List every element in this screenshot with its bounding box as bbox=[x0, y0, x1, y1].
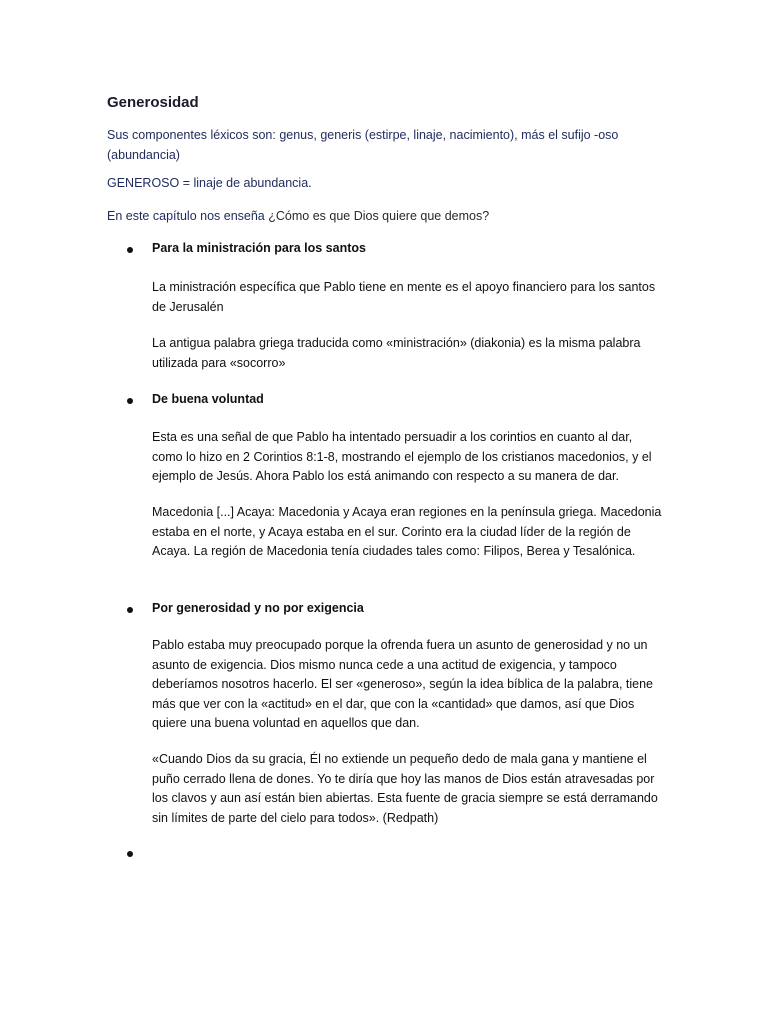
bullet-icon bbox=[127, 851, 133, 857]
question-lead: En este capítulo nos enseña bbox=[107, 209, 265, 223]
question-text: ¿Cómo es que Dios quiere que demos? bbox=[264, 209, 490, 223]
bullet-icon bbox=[127, 607, 133, 613]
section-heading: Para la ministración para los santos bbox=[152, 241, 366, 255]
section-paragraph: La ministración específica que Pablo tiene en mente es el apoyo financiero para los santos de Jerusalén bbox=[152, 280, 656, 314]
bullet-icon bbox=[127, 398, 133, 404]
section-heading: Por generosidad y no por exigencia bbox=[152, 601, 364, 615]
definition: GENEROSO = linaje de abundancia. bbox=[107, 176, 312, 190]
section-paragraph: La antigua palabra griega traducida como «ministración» (diakonia) es la misma palabra utilizada para «socorro» bbox=[152, 336, 641, 370]
lexical-components: Sus componentes léxicos son: genus, generis (estirpe, linaje, nacimiento), más el sufijo -oso (abundancia) bbox=[107, 128, 619, 162]
section-paragraph: Macedonia [...] Acaya: Macedonia y Acaya eran regiones en la península griega. Macedonia estaba en el norte, y Acaya estaba en el sur. Corinto era la ciudad líder de la región de Acaya. La región de Macedonia tenía ciudades tales como: Filipos, Berea y Tesalónica. bbox=[152, 505, 662, 558]
section-paragraph: Esta es una señal de que Pablo ha intentado persuadir a los corintios en cuanto al dar, como lo hizo en 2 Corintios 8:1-8, mostrando el ejemplo de los cristianos macedonios, y el ejemplo de Jesús. Ahora Pablo los está animando con respecto a su manera de dar. bbox=[152, 430, 652, 483]
section-heading: De buena voluntad bbox=[152, 392, 264, 406]
bullet-icon bbox=[127, 247, 133, 253]
chapter-question bbox=[107, 206, 489, 226]
page-title: Generosidad bbox=[107, 94, 199, 111]
section-paragraph: «Cuando Dios da su gracia, Él no extiende un pequeño dedo de mala gana y mantiene el puño cerrado llena de dones. Yo te diría que hoy las manos de Dios están atravesadas por los clavos y aun así están bien abiertas. Esta fuente de gracia siempre se está derramando sin límites de parte del cielo para todos». (Redpath) bbox=[152, 752, 658, 825]
section-paragraph: Pablo estaba muy preocupado porque la ofrenda fuera un asunto de generosidad y no un asunto de exigencia. Dios mismo nunca cede a una actitud de exigencia, y tampoco deberíamos nosotros hacerlo. El ser «generoso», según la idea bíblica de la palabra, tiene más que ver con la «actitud» en el dar, que con la «cantidad» que damos, así que Dios quiere una buena voluntad en aquellos que dan. bbox=[152, 638, 654, 730]
